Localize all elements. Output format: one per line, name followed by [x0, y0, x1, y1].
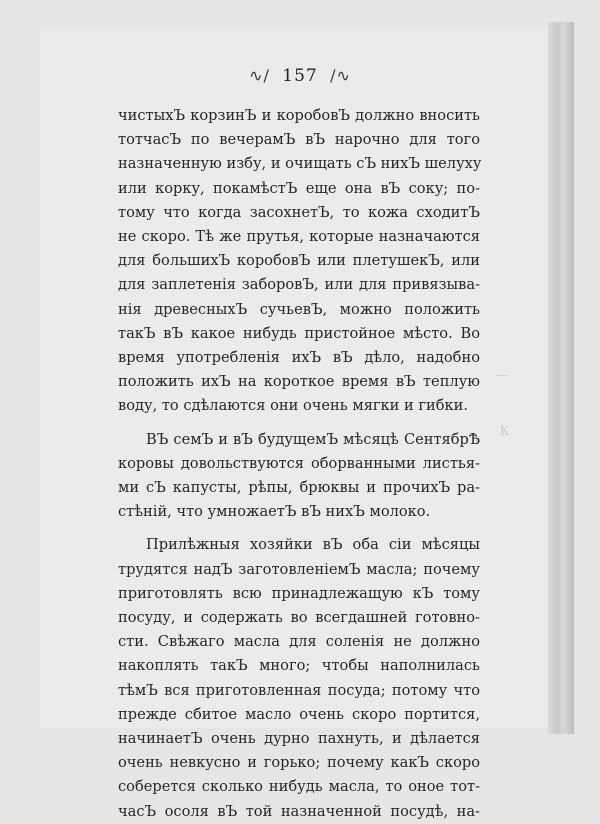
text-line: тотчасЪ по вечерамЪ вЪ нарочно для того — [118, 131, 480, 149]
text-line: накоплять такЪ много; чтобы наполнилась — [118, 657, 480, 675]
page-header — [0, 66, 600, 86]
text-line: начинаетЪ очень дурно пахнуть, и дѣлается — [118, 730, 480, 748]
text-line: положить ихЪ на короткое время вЪ теплую — [118, 373, 480, 391]
text-line: тому что когда засохнетЪ, то кожа сходитЪ — [118, 203, 480, 221]
paragraph-3 — [118, 533, 480, 823]
text-line: чистыхЪ корзинЪ и коробовЪ должно вносить — [118, 107, 480, 124]
text-line: посуду, и содержать во всегдашней готовно- — [118, 609, 480, 627]
text-line: приготовлять всю принадлежащую кЪ тому — [118, 584, 480, 602]
text-line: очень невкусно и горько; почему какЪ скоро — [118, 754, 480, 772]
text-line: прежде сбитое масло очень скоро портится, — [118, 705, 480, 723]
bleed-through-text: К — [500, 424, 510, 438]
body-text — [118, 104, 480, 824]
text-line: нія древесныхЪ сучьевЪ, можно положить — [118, 300, 480, 318]
text-line: ми сЪ капусты, рѣпы, брюквы и прочихЪ ра- — [118, 479, 480, 497]
text-line: для большихЪ коробовЪ или плетушекЪ, или — [118, 252, 480, 270]
text-line: время употребленія ихЪ вЪ дѣло, надобно — [118, 349, 480, 367]
text-line: для заплетенія заборовЪ, или для привязыва- — [118, 276, 480, 294]
text-line: коровы довольствуются оборванными листья- — [118, 454, 480, 472]
text-line: не скоро. Тѣ же прутья, которые назначаются — [118, 228, 480, 246]
page-edge-shadow — [548, 22, 574, 734]
bleed-through-text: — — [496, 368, 508, 382]
paragraph-1 — [118, 104, 480, 419]
text-line: соберется сколько нибудь масла, то оное тот- — [118, 778, 480, 796]
text-line: назначенную избу, и очищать сЪ нихЪ шелуху — [118, 155, 482, 173]
text-line: тѣмЪ вся приготовленная посуда; потому что — [118, 681, 480, 699]
text-line: воду, то сдѣлаются они очень мягки и гибки. — [118, 397, 469, 415]
text-line: ВЪ семЪ и вЪ будущемЪ мѣсяцѣ СентябрѢ — [146, 430, 480, 448]
text-line: сти. Свѣжаго масла для соленія не должно — [118, 633, 480, 651]
left-ornament-icon: ∿∕ — [249, 66, 270, 85]
right-ornament-icon: ∕∿ — [330, 66, 351, 85]
text-line: часЪ осоля вЪ той назначенной посудѣ, на- — [118, 802, 480, 820]
text-line: Прилѣжныя хозяйки вЪ оба сіи мѣсяцы — [146, 536, 480, 554]
text-line: трудятся надЪ заготовленіемЪ масла; почему — [118, 560, 480, 578]
text-line: такЪ вЪ какое нибудь пристойное мѣсто. Во — [118, 324, 480, 342]
page-number: 157 — [282, 66, 318, 86]
text-line: или корку, покамѣстЪ еще она вЪ соку; по- — [118, 179, 480, 197]
text-line: стѣній, что умножаетЪ вЪ нихЪ молоко. — [118, 503, 431, 521]
paragraph-2 — [118, 428, 480, 525]
